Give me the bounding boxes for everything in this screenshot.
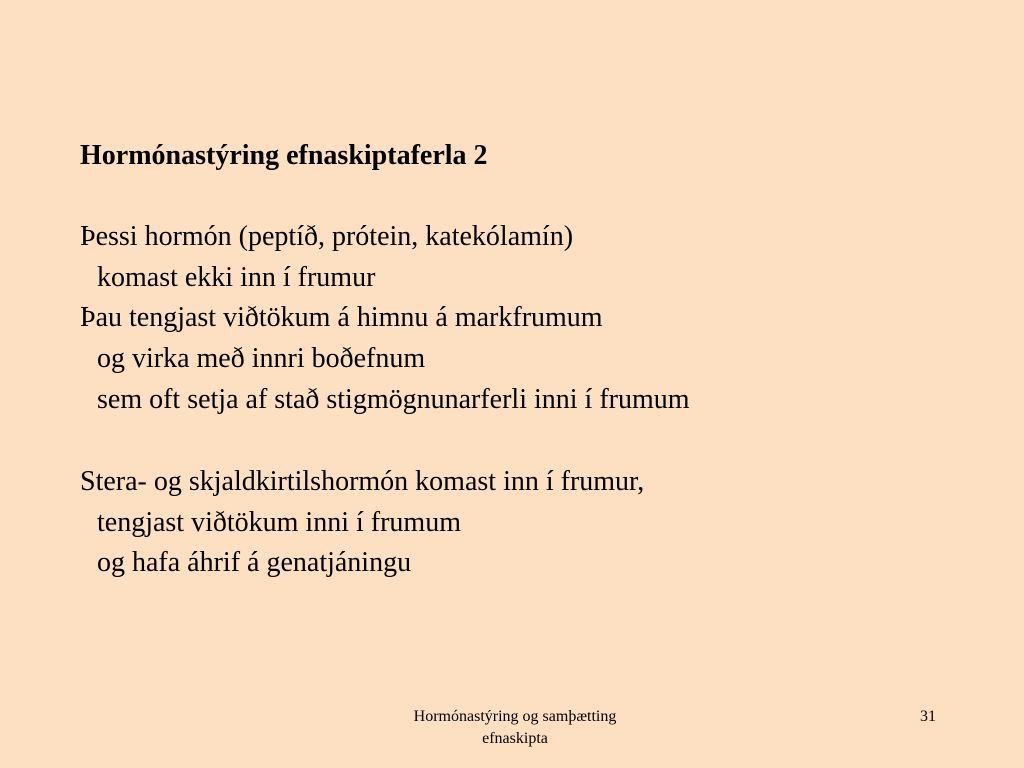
body-line: tengjast viðtökum inni í frumum bbox=[97, 506, 461, 538]
body-line: Stera- og skjaldkirtilshormón komast inn í frumur, bbox=[80, 466, 645, 497]
paragraph-steroid-hormones bbox=[80, 462, 644, 584]
body-line: Þessi hormón (peptíð, prótein, katekólamín) bbox=[80, 221, 574, 252]
body-line: sem oft setja af stað stigmögnunarferli inni í frumum bbox=[97, 383, 690, 415]
footer-caption-line: Hormónastýring og samþætting bbox=[413, 708, 617, 725]
slide-number: 31 bbox=[920, 708, 936, 725]
body-line: komast ekki inn í frumur bbox=[97, 261, 376, 293]
slide-title: Hormónastýring efnaskiptaferla 2 bbox=[80, 140, 488, 171]
footer-caption-line: efnaskipta bbox=[482, 730, 548, 747]
body-line: og virka með innri boðefnum bbox=[97, 343, 426, 375]
paragraph-peptide-hormones bbox=[80, 217, 690, 421]
body-line: og hafa áhrif á genatjáningu bbox=[97, 547, 412, 579]
body-line: Þau tengjast viðtökum á himnu á markfrumum bbox=[80, 302, 603, 334]
footer-caption bbox=[360, 706, 670, 750]
